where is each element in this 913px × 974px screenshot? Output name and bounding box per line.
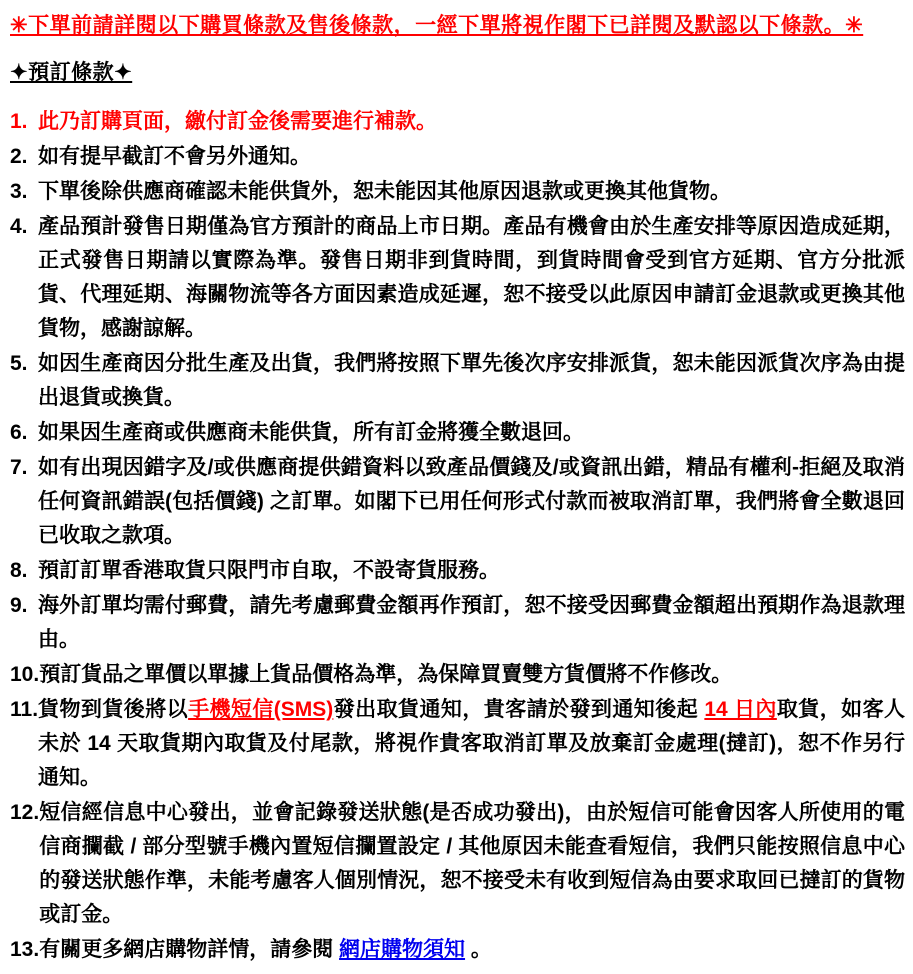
term-text: 此乃訂購頁面，繳付訂金後需要進行補款。 (38, 110, 437, 133)
term-item (10, 175, 905, 209)
preorder-terms-heading: ✦預訂條款✦ (10, 61, 133, 84)
term-text: 如因生產商因分批生產及出貨，我們將按照下單先後次序安排派貨，恕未能因派貨次序為由提出退貨或換貨。 (38, 352, 905, 409)
term-text: 如果因生產商或供應商未能供貨，所有訂金將獲全數退回。 (38, 421, 584, 444)
term-text: 海外訂單均需付郵費，請先考慮郵費金額再作預訂，恕不接受因郵費金額超出預期作為退款理由。 (38, 594, 905, 651)
term-number: 13. (10, 938, 40, 961)
term-number: 2. (10, 145, 28, 168)
term-number: 4. (10, 215, 28, 238)
term-item (10, 451, 905, 553)
term-text: 預訂貨品之單價以單據上貨品價格為準，為保障買賣雙方貨價將不作修改。 (39, 663, 733, 686)
term-number: 8. (10, 559, 28, 582)
term-text: 如有出現因錯字及/或供應商提供錯資料以致產品價錢及/或資訊出錯，精品有權利-拒絕及取消任何資訊錯誤(包括價錢) 之訂單。如閣下已用任何形式付款而被取消訂單，我們將會全數退回已收取之款項。 (38, 456, 905, 547)
term-number: 1. (10, 110, 28, 133)
terms-list (10, 105, 905, 967)
term-item (10, 658, 905, 692)
term-text: 如有提早截訂不會另外通知。 (38, 145, 311, 168)
highlighted-red-text: 手機短信(SMS) (188, 698, 334, 721)
term-item (10, 554, 905, 588)
term-text: 下單後除供應商確認未能供貨外，恕未能因其他原因退款或更換其他貨物。 (38, 180, 731, 203)
purchase-notice-title: ✳下單前請詳閱以下購買條款及售後條款，一經下單將視作閣下已詳閱及默認以下條款。✳ (10, 14, 864, 37)
term-item (10, 589, 905, 657)
term-text: 短信經信息中心發出，並會記錄發送狀態(是否成功發出)，由於短信可能會因客人所使用的電信商攔截 / 部分型號手機內置短信攔置設定 / 其他原因未能查看短信，我們只能按照信息中心的發送狀態作準，未能考慮客人個別情況，恕不接受未有收到短信為由要求取回已撻訂的貨物或訂金。 (39, 801, 905, 926)
term-number: 3. (10, 180, 28, 203)
term-item (10, 105, 905, 139)
term-item (10, 416, 905, 450)
term-text: 預訂訂單香港取貨只限門市自取，不設寄貨服務。 (38, 559, 500, 582)
term-item (10, 693, 905, 795)
term-number: 12. (10, 801, 40, 824)
term-number: 11. (10, 698, 39, 721)
term-item (10, 210, 905, 346)
term-number: 10. (10, 663, 40, 686)
term-text: 有關更多網店購物詳情，請參閱 網店購物須知 。 (39, 938, 492, 961)
term-text: 產品預計發售日期僅為官方預計的商品上市日期。產品有機會由於生產安排等原因造成延期，正式發售日期請以實際為準。發售日期非到貨時間，到貨時間會受到官方延期、官方分批派貨、代理延期、海關物流等各方面因素造成延遲，恕不接受以此原因申請訂金退款或更換其他貨物，感謝諒解。 (38, 215, 905, 340)
shop-notice-link[interactable]: 網店購物須知 (339, 938, 466, 961)
term-item (10, 347, 905, 415)
term-text: 貨物到貨後將以手機短信(SMS)發出取貨通知，貴客請於發到通知後起 14 日內取貨，如客人未於 14 天取貨期內取貨及付尾款，將視作貴客取消訂單及放棄訂金處理(撻訂)，恕不作另行通知。 (38, 698, 906, 789)
highlighted-red-text: 14 日內 (704, 698, 777, 721)
term-number: 6. (10, 421, 28, 444)
term-item (10, 796, 905, 932)
term-number: 5. (10, 352, 28, 375)
term-item (10, 140, 905, 174)
term-number: 7. (10, 456, 28, 479)
term-item (10, 933, 905, 967)
term-number: 9. (10, 594, 28, 617)
